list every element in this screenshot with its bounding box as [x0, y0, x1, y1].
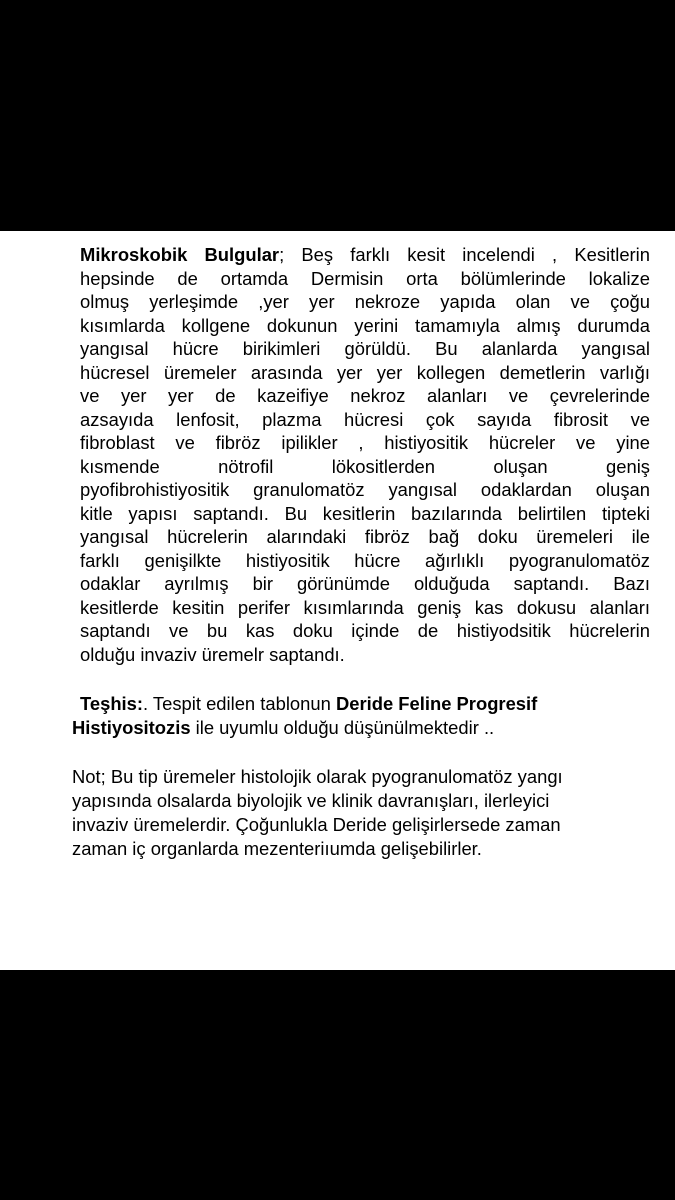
not-line-1: yapısında olsalarda biyolojik ve klinik davranışları, ilerleyici [72, 790, 550, 811]
teshis-text-1: . Tespit edilen tablonun [143, 693, 336, 714]
teshis-text-2: ile uyumlu olduğu düşünülmektedir .. [190, 717, 495, 738]
mikro-line-13: farklı genişilkte histiyositik hücre ağırlıklı pyogranulomatöz [80, 549, 650, 571]
mikro-label: Mikroskobik Bulgular [80, 244, 280, 265]
mikro-line-0 [80, 243, 650, 266]
not-line-0: Not; Bu tip üremeler histolojik olarak pyogranulomatöz yangı [72, 766, 563, 787]
mikro-line-0-text: ; Beş farklı kesit incelendi , Kesitlerin [279, 244, 650, 265]
mikro-line-7: azsayıda lenfosit, plazma hücresi çok sayıda fibrosit ve [80, 408, 650, 430]
mikro-line-12: yangısal hücrelerin alarındaki fibröz bağ doku üremeleri ile [80, 526, 650, 547]
mikro-line-17: olduğu invaziv üremelr saptandı. [80, 643, 345, 665]
teshis-line-1 [72, 716, 650, 739]
diagnosis-part-2: Histiyositozis [72, 717, 191, 738]
mikro-line-15: kesitlerde kesitin perifer kısımlarında geniş kas dokusu alanları [80, 596, 650, 618]
mikro-line-3: kısımlarda kollgene dokunun yerini tamamıyla almış durumda [80, 314, 650, 336]
teshis-line-0 [80, 692, 650, 715]
diagnosis-part-1: Deride Feline Progresif [335, 693, 538, 714]
not-line-3: zaman iç organlarda mezenteriıumda gelişebilirler. [72, 838, 482, 859]
mikro-line-6: ve yer yer de kazeifiye nekroz alanları ve çevrelerinde [80, 385, 650, 406]
mikro-line-2: olmuş yerleşimde ,yer yer nekroze yapıda olan ve çoğu [80, 291, 650, 312]
mikro-line-14: odaklar ayrılmış bir görünümde olduğuda saptandı. Bazı [80, 573, 650, 594]
not-line-2: invaziv üremelerdir. Çoğunlukla Deride gelişirlersede zaman [72, 814, 561, 835]
mikro-line-8: fibroblast ve fibröz ipilikler , histiyositik hücreler ve yine [80, 432, 650, 453]
mikro-line-16: saptandı ve bu kas doku içinde de histiyodsitik hücrelerin [80, 620, 650, 641]
mikro-line-5: hücresel üremeler arasında yer yer kollegen demetlerin varlığı [80, 361, 650, 383]
teshis-label: Teşhis: [80, 693, 144, 714]
document-page [0, 231, 675, 970]
mikro-line-11: kitle yapısı saptandı. Bu kesitlerin bazılarında belirtilen tipteki [80, 502, 650, 524]
mikro-line-4: yangısal hücre birikimleri görüldü. Bu alanlarda yangısal [80, 338, 650, 359]
mikro-line-1: hepsinde de ortamda Dermisin orta bölümlerinde lokalize [80, 267, 650, 289]
mikro-line-10: pyofibrohistiyositik granulomatöz yangısal odaklardan oluşan [80, 479, 650, 500]
mikro-line-9: kısmende nötrofil lökositlerden oluşan geniş [80, 455, 650, 477]
